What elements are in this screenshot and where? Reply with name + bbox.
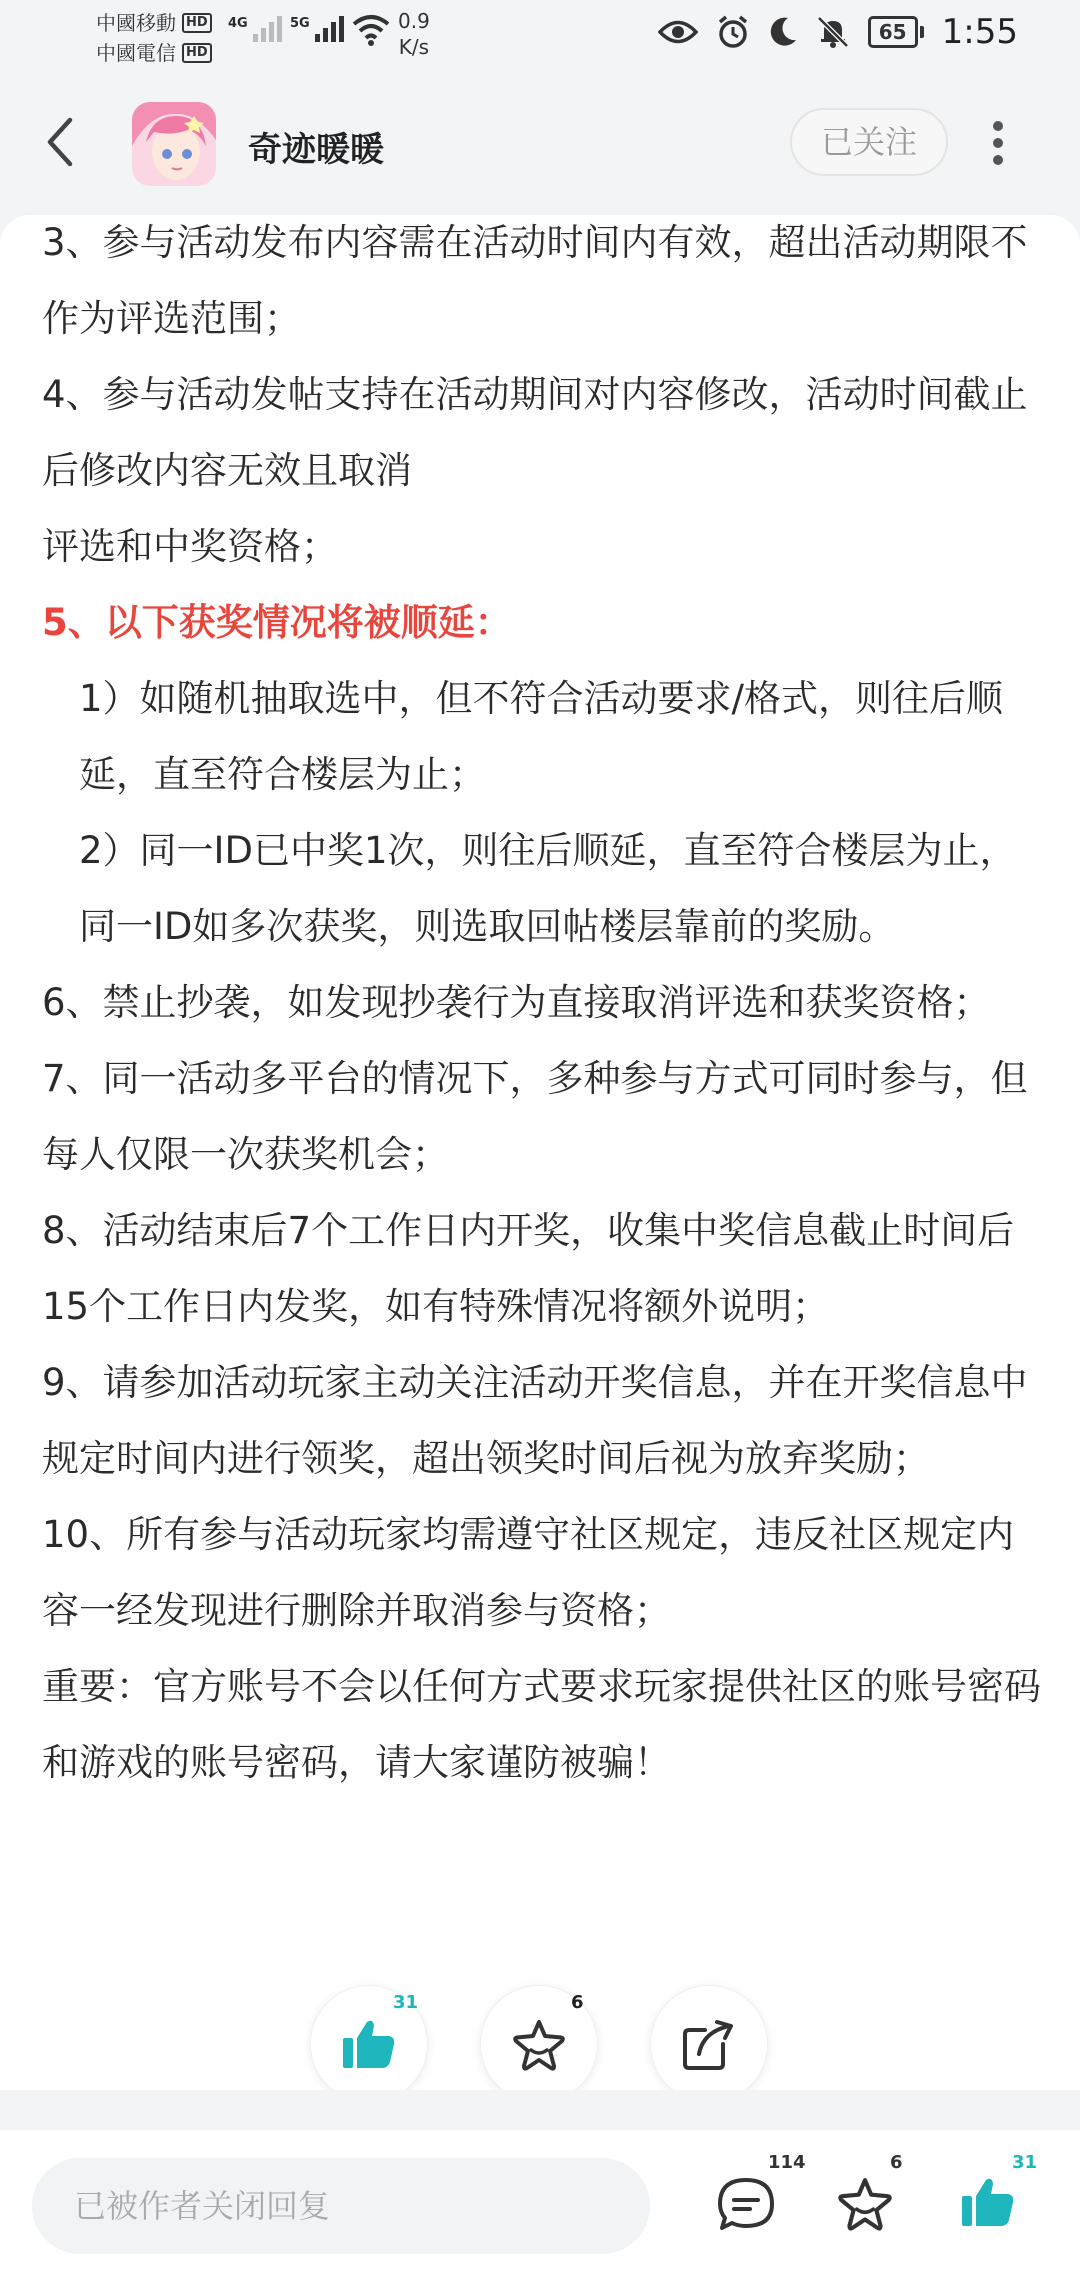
favorite-count: 6 [571, 1992, 584, 2013]
like-count: 31 [393, 1992, 419, 2013]
app-avatar[interactable] [132, 102, 216, 186]
more-options-icon[interactable] [990, 120, 1006, 166]
favorite-button[interactable] [480, 1985, 598, 2103]
share-icon [681, 2018, 737, 2072]
rule-5-1: 1）如随机抽取选中，但不符合活动要求/格式，则往后顺延，直至符合楼层为止； [79, 677, 1004, 796]
rule-4-cont: 评选和中奖资格； [42, 525, 338, 568]
mute-bell-icon [816, 15, 850, 49]
reply-input[interactable]: 已被作者关闭回复 [32, 2158, 650, 2254]
carrier-2: 中國電信 [96, 41, 176, 65]
thumbs-up-icon[interactable] [960, 2176, 1016, 2228]
battery-indicator [868, 16, 924, 48]
carrier-info [96, 8, 212, 68]
status-bar [0, 0, 1080, 78]
network-type-2: 5G [290, 16, 310, 31]
app-title: 奇迹暖暖 [248, 130, 384, 170]
star-icon [511, 2018, 567, 2072]
star-icon[interactable] [836, 2176, 894, 2232]
important-notice: 重要：官方账号不会以任何方式要求玩家提供社区的账号密码和游戏的账号密码，请大家谨防被骗！ [42, 1665, 1041, 1784]
battery-level: 65 [868, 16, 918, 48]
post-actions [0, 1985, 1080, 2105]
eye-icon [658, 17, 698, 47]
rule-9: 9、请参加活动玩家主动关注活动开奖信息，并在开奖信息中规定时间内进行领奖，超出领奖时间后视为放弃奖励； [42, 1361, 1028, 1480]
rule-6: 6、禁止抄袭，如发现抄袭行为直接取消评选和获奖资格； [42, 981, 991, 1024]
speed-unit: K/s [398, 35, 430, 59]
thumbs-up-icon [341, 2018, 397, 2070]
signal-icon [228, 16, 282, 42]
post-body [42, 215, 1042, 1801]
hd-badge: HD [182, 13, 212, 33]
comment-icon[interactable] [716, 2176, 776, 2234]
post-content-card [0, 215, 1080, 2090]
bottom-like-count: 31 [1012, 2152, 1038, 2173]
bottom-favorite-count: 6 [890, 2152, 903, 2173]
follow-button[interactable]: 已关注 [790, 108, 948, 176]
speed-value: 0.9 [398, 9, 430, 33]
bottom-bar [0, 2130, 1080, 2280]
moon-icon [768, 16, 798, 48]
network-type-1: 4G [228, 16, 248, 31]
rule-3: 3、参与活动发布内容需在活动时间内有效，超出活动期限不作为评选范围； [42, 221, 1028, 340]
back-arrow-icon[interactable] [44, 116, 74, 168]
network-speed [398, 8, 430, 60]
rule-7: 7、同一活动多平台的情况下，多种参与方式可同时参与，但每人仅限一次获奖机会； [42, 1057, 1028, 1176]
signal-icon [290, 16, 344, 42]
alarm-icon [716, 15, 750, 49]
divider [0, 2090, 1080, 2130]
comment-count: 114 [768, 2152, 806, 2173]
rule-5-2: 2）同一ID已中奖1次，则往后顺延，直至符合楼层为止，同一ID如多次获奖，则选取回帖楼层靠前的奖励。 [79, 829, 1017, 948]
rule-8: 8、活动结束后7个工作日内开奖，收集中奖信息截止时间后15个工作日内发奖，如有特殊情况将额外说明； [42, 1209, 1015, 1328]
rule-5-heading: 5、以下获奖情况将被顺延： [42, 601, 512, 644]
hd-badge: HD [182, 43, 212, 63]
carrier-1: 中國移動 [96, 11, 176, 35]
share-button[interactable] [650, 1985, 768, 2103]
like-button[interactable] [310, 1985, 428, 2103]
clock: 1:55 [941, 12, 1018, 52]
wifi-icon [352, 14, 390, 46]
rule-4: 4、参与活动发帖支持在活动期间对内容修改，活动时间截止后修改内容无效且取消 [42, 373, 1028, 492]
app-header [0, 78, 1080, 208]
rule-10: 10、所有参与活动玩家均需遵守社区规定，违反社区规定内容一经发现进行删除并取消参与资格； [42, 1513, 1015, 1632]
